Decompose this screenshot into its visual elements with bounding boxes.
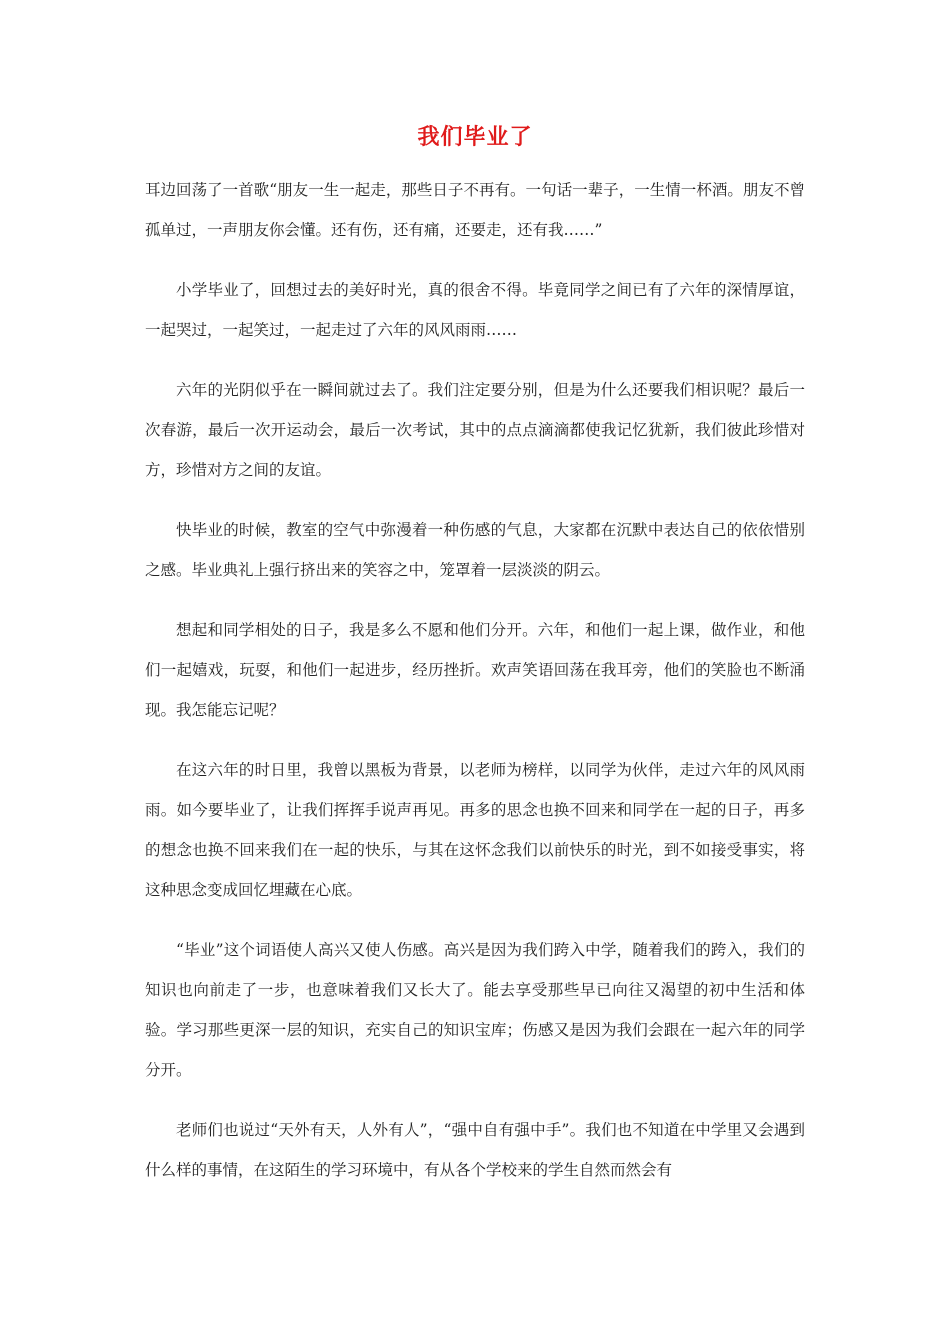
paragraph-5: 想起和同学相处的日子，我是多么不愿和他们分开。六年，和他们一起上课，做作业，和他们一起嬉戏，玩耍，和他们一起进步，经历挫折。欢声笑语回荡在我耳旁，他们的笑脸也不断涌现。我怎能忘记呢？ xyxy=(145,621,805,719)
paragraph-1: 耳边回荡了一首歌“朋友一生一起走，那些日子不再有。一句话一辈子，一生情一杯酒。朋友不曾孤单过，一声朋友你会懂。还有伤，还有痛，还要走，还有我……” xyxy=(145,181,805,239)
paragraph-8: 老师们也说过“天外有天，人外有人”，“强中自有强中手”。我们也不知道在中学里又会遇到什么样的事情，在这陌生的学习环境中，有从各个学校来的学生自然而然会有 xyxy=(145,1121,805,1179)
paragraph-6: 在这六年的时日里，我曾以黑板为背景，以老师为榜样，以同学为伙伴，走过六年的风风雨雨。如今要毕业了，让我们挥挥手说声再见。再多的思念也换不回来和同学在一起的日子，再多的想念也换不回来我们在一起的快乐，与其在这怀念我们以前快乐的时光，到不如接受事实，将这种思念变成回忆埋藏在心底。 xyxy=(145,761,805,899)
paragraph-2: 小学毕业了，回想过去的美好时光，真的很舍不得。毕竟同学之间已有了六年的深情厚谊，一起哭过，一起笑过，一起走过了六年的风风雨雨…… xyxy=(145,281,805,339)
paragraph-7: “毕业”这个词语使人高兴又使人伤感。高兴是因为我们跨入中学，随着我们的跨入，我们的知识也向前走了一步，也意味着我们又长大了。能去享受那些早已向往又渴望的初中生活和体验。学习那些更深一层的知识，充实自己的知识宝库；伤感又是因为我们会跟在一起六年的同学分开。 xyxy=(145,941,805,1079)
paragraph-4: 快毕业的时候，教室的空气中弥漫着一种伤感的气息，大家都在沉默中表达自己的依依惜别之感。毕业典礼上强行挤出来的笑容之中，笼罩着一层淡淡的阴云。 xyxy=(145,521,805,579)
paragraph-3: 六年的光阴似乎在一瞬间就过去了。我们注定要分别，但是为什么还要我们相识呢？最后一次春游，最后一次开运动会，最后一次考试，其中的点点滴滴都使我记忆犹新，我们彼此珍惜对方，珍惜对方之间的友谊。 xyxy=(145,381,805,479)
document-body xyxy=(145,170,805,1210)
document-title: 我们毕业了 xyxy=(417,125,533,150)
